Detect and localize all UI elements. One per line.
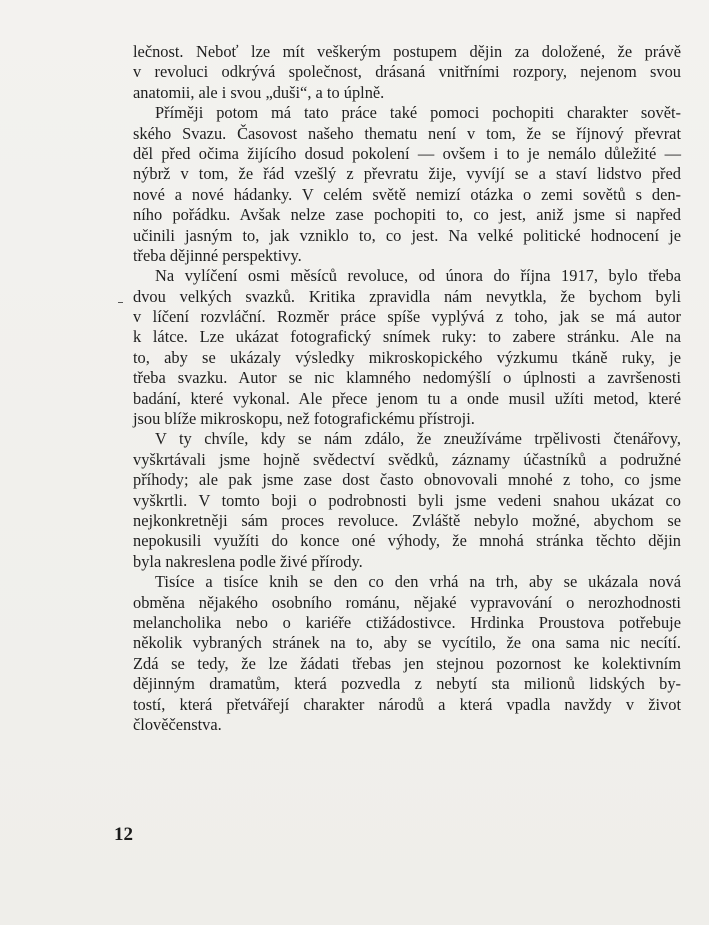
text-line: děl před očima žijícího dosud pokolení — ovšem i to je nemálo důležité — <box>133 143 681 163</box>
paragraph-4 <box>133 429 681 572</box>
paragraph-3 <box>133 266 681 429</box>
page-number: 12 <box>114 824 133 845</box>
text-line: nejkonkretněji sám proces revoluce. Zvláště nebylo možné, abychom se <box>133 510 681 530</box>
text-line: příhody; ale pak jsme zase dost často obnovovali mnohé z toho, co jsme <box>133 470 681 490</box>
text-line: melancholika nebo o kariéře ctižádostivce. Hrdinka Proustova potřebuje <box>133 612 681 632</box>
text-line: jsou blíže mikroskopu, než fotografickému přístroji. <box>133 409 475 429</box>
paragraph-5 <box>133 572 681 735</box>
text-line: obměna nějakého osobního románu, nějaké vypravování o nerozhodnosti <box>133 592 681 612</box>
text-line: k látce. Lze ukázat fotografický snímek ruky: to zabere stránku. Ale na <box>133 327 681 347</box>
text-line: byla nakreslena podle živé přírody. <box>133 551 363 571</box>
text-line: Příměji potom má tato práce také pomoci pochopiti charakter sovět- <box>155 103 681 123</box>
text-line: ního pořádku. Avšak nelze zase pochopiti to, co jest, aniž jsme si napřed <box>133 205 681 225</box>
text-line: třeba dějinné perspektivy. <box>133 245 302 265</box>
text-line: učinili jasným to, jak vzniklo to, co jest. Na velké politické hodnocení je <box>133 225 681 245</box>
text-line: vyškrtli. V tomto boji o podrobnosti byli jsme vedeni snahou ukázat co <box>133 490 681 510</box>
text-line: dějinným dramatům, která pozvedla z nebytí sta milionů lidských by- <box>133 674 681 694</box>
text-line: badání, které vykonal. Ale přece jenom tu a onde musil užíti metod, které <box>133 388 681 408</box>
text-line: nepokusili využíti do konce oné výhody, že mnohá stránka těchto dějin <box>133 531 681 551</box>
text-line: Tisíce a tisíce knih se den co den vrhá na trh, aby se ukázala nová <box>155 572 681 592</box>
paragraph-1 <box>133 42 681 103</box>
text-line: vyškrtávali jsme hojně svědectví svědků, záznamy účastníků a podružné <box>133 449 681 469</box>
text-line: třeba svazku. Autor se nic klamného nedomýšlí o úplnosti a završenosti <box>133 368 681 388</box>
body-text <box>133 42 681 735</box>
paragraph-2 <box>133 103 681 266</box>
text-line: anatomii, ale i svou „duši“, a to úplně. <box>133 82 385 102</box>
text-line: Na vylíčení osmi měsíců revoluce, od února do října 1917, bylo třeba <box>155 266 681 286</box>
text-line: to, aby se ukázaly výsledky mikroskopického výzkumu tkáně ruky, je <box>133 347 681 367</box>
text-line: lečnost. Neboť lze mít veškerým postupem dějin za doložené, že právě <box>133 42 681 61</box>
margin-mark <box>118 302 123 303</box>
text-line: v líčení rozvláční. Rozměr práce spíše vyplývá z toho, jak se má autor <box>133 307 681 327</box>
text-line: nové a nové hádanky. V celém světě nemizí otázka o zemi sovětů s den- <box>133 184 681 204</box>
text-line: V ty chvíle, kdy se nám zdálo, že zneužíváme trpělivosti čtenářovy, <box>155 429 681 449</box>
text-line: dvou velkých svazků. Kritika zpravidla nám nevytkla, že bychom byli <box>133 286 681 306</box>
text-line: nýbrž v tom, že řád vzešlý z převratu žije, vyvíjí se a staví lidstvo před <box>133 164 681 184</box>
text-line: tostí, která přetvářejí charakter národů a která vpadla navždy v život <box>133 694 681 714</box>
text-line: člověčenstva. <box>133 714 222 734</box>
text-line: v revoluci odkrývá společnost, drásaná vnitřními rozpory, nejenom svou <box>133 62 681 82</box>
text-line: Zdá se tedy, že lze žádati třebas jen stejnou pozornost ke kolektivním <box>133 653 681 673</box>
text-line: ského Svazu. Časovost našeho thematu není v tom, že se říjnový převrat <box>133 123 681 143</box>
text-line: několik vybraných stránek na to, aby se vycítilo, že ona sama nic necítí. <box>133 633 681 653</box>
